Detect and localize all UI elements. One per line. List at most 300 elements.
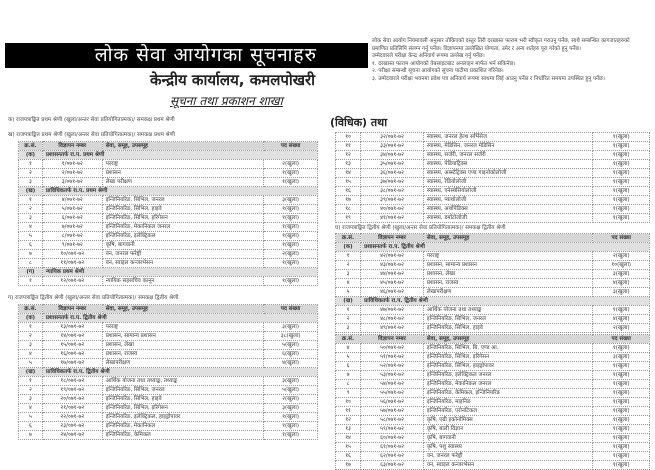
- cell-posts: १(खुला): [593, 187, 650, 196]
- left-column: [8, 116, 320, 440]
- cell-sn: ३: [336, 324, 361, 333]
- cell-adv: १३/०७१-७२: [42, 323, 102, 332]
- cell-service: इन्जिनियरिङ, केमिकल: [102, 431, 263, 440]
- cell-service: प्रशासन, राजस्व: [102, 350, 263, 359]
- cell-posts: ५(खुला): [264, 341, 318, 350]
- group-row: [19, 187, 318, 196]
- table-row: [336, 160, 650, 169]
- table-row: [336, 306, 650, 315]
- group-label: न्यायिक प्रथम श्रेणी: [42, 268, 317, 277]
- cell-posts: १(खुला): [264, 205, 318, 214]
- cell-service: इन्जिनियरिङ, सिभिल, हाइवे: [423, 324, 593, 333]
- cell-service: स्वास्थ्य, रेडियोलोजी: [423, 178, 593, 187]
- cell-posts: ३(खुला): [264, 377, 318, 386]
- cell-service: कृषि, बागवानी: [423, 434, 593, 443]
- table-row: [19, 422, 318, 431]
- cell-sn: ८: [336, 380, 361, 389]
- cell-sn: १: [19, 323, 43, 332]
- cell-service: परराष्ट्र: [102, 160, 263, 169]
- cell-service: लेखापरीक्षण: [423, 288, 593, 297]
- cell-posts: १(खुला): [593, 196, 650, 205]
- cell-service: इन्जिनियरिङ, मेकानिकल: [102, 422, 263, 431]
- table-row: [336, 362, 650, 371]
- branch-name: सूचना तथा प्रकाशन शाखा: [170, 94, 283, 108]
- group-code: (ख): [336, 297, 361, 306]
- cell-adv: २०/०७१-७२: [42, 395, 102, 404]
- cell-service: इन्जिनियरिङ, सिभिल, इरिगेसन: [102, 404, 263, 413]
- cell-sn: ७: [336, 371, 361, 380]
- table-row: [336, 407, 650, 416]
- table-row: [336, 288, 650, 297]
- cell-service: इन्जिनियरिङ, इलेक्ट्रिकल: [102, 232, 263, 241]
- cell-service: परराष्ट्र: [423, 252, 593, 261]
- cell-service: इन्जिनियरिङ, इलेक्ट्रिकल, हाइड्रोपावर: [102, 413, 263, 422]
- cell-service: आर्थिक योजना तथा तथ्याङ्क, तथ्याङ्क: [102, 377, 263, 386]
- table-row: [336, 279, 650, 288]
- cell-sn: १४: [336, 169, 361, 178]
- cell-service: इन्जिनियरिङ, सिभिल, हाइवे: [102, 395, 263, 404]
- table-row: [336, 270, 650, 279]
- cell-sn: १: [19, 196, 43, 205]
- cell-service: स्वास्थ्य, सर्जरी, जनरल सर्जरी: [423, 151, 593, 160]
- cell-service: लेखा परीक्षण: [102, 178, 263, 187]
- cell-sn: ६: [19, 422, 43, 431]
- cell-sn: १९: [336, 214, 361, 223]
- cell-sn: २: [19, 386, 43, 395]
- cell-sn: ११: [336, 142, 361, 151]
- group-row: [19, 368, 318, 377]
- table-header-row: [336, 234, 650, 243]
- cell-adv: ३३/०७१-७२: [361, 142, 424, 151]
- cell-service: वन, जनरल फरेष्ट्री: [423, 452, 593, 461]
- cell-sn: १: [19, 377, 43, 386]
- cell-service: इन्जिनियरिङ, एरोनटिकल: [423, 407, 593, 416]
- cell-adv: २४/०७१-७२: [42, 431, 102, 440]
- cell-sn: १३: [336, 160, 361, 169]
- cell-posts: १(खुला): [593, 306, 650, 315]
- cell-posts: ३(खुला): [593, 353, 650, 362]
- cell-sn: ३: [336, 270, 361, 279]
- cell-service: परराष्ट्र: [102, 323, 263, 332]
- table-row: [19, 341, 318, 350]
- cell-posts: ५(खुला): [264, 386, 318, 395]
- section-note: क) राजपत्राङ्कित प्रथम श्रेणी (खुला/अन्तर सेवा प्रतियोगितात्मक)/ समकक्ष प्रथम श्रेणी: [8, 117, 175, 123]
- table-row: [19, 241, 318, 250]
- cell-sn: १०: [336, 398, 361, 407]
- cell-service: स्वास्थ्य, अब्स्टेट्रिक्स एण्ड गाइनोकोलोजी: [423, 169, 593, 178]
- cell-posts: १(खुला): [593, 407, 650, 416]
- cell-posts: ३(खुला): [593, 270, 650, 279]
- vacancy-table-1: [18, 141, 318, 286]
- cell-adv: ५१/०७१-७२: [361, 353, 424, 362]
- cell-sn: १: [336, 306, 361, 315]
- cell-adv: ५४/०७१-७२: [361, 380, 424, 389]
- cell-sn: ५: [336, 288, 361, 297]
- table-row: [19, 323, 318, 332]
- cell-adv: ५२/०७१-७२: [361, 362, 424, 371]
- office-name: केन्द्रीय कार्यालय, कमलपोखरी: [150, 71, 316, 89]
- para-line: ३. उम्मेदवारले परीक्षा भवनमा प्रवेश पत्र अनिवार्य रूपमा साथमा लिई आउनु पर्नेछ र निर्धारित समयमा उपस्थित हुनु पर्नेछ।: [372, 75, 605, 82]
- cell-posts: ३(खुला): [264, 404, 318, 413]
- cell-posts: १०(खुला): [593, 261, 650, 270]
- cell-sn: ३: [19, 178, 43, 187]
- table-header-row: [19, 142, 318, 151]
- cell-posts: ४(खुला): [593, 279, 650, 288]
- table-row: [336, 443, 650, 452]
- table-row: [336, 252, 650, 261]
- cell-adv: ५/०७१-७२: [42, 205, 102, 214]
- table-row: [19, 277, 318, 286]
- table-row: [336, 178, 650, 187]
- cell-posts: १(खुला): [593, 443, 650, 452]
- group-row: [336, 243, 650, 252]
- table-row: [336, 434, 650, 443]
- cell-service: प्रशासन, लेखा: [102, 341, 263, 350]
- cell-posts: १(खुला): [593, 416, 650, 425]
- table-row: [19, 250, 318, 259]
- cell-service: प्रशासन, राजस्व: [423, 279, 593, 288]
- cell-posts: १(खुला): [264, 422, 318, 431]
- group-row: [19, 151, 318, 160]
- table-row: [336, 187, 650, 196]
- cell-posts: २(खुला): [264, 395, 318, 404]
- para-line: २. परीक्षा सम्बन्धी सूचना आयोगको सूचना पाटीमा प्रकाशित गरिनेछ।: [372, 68, 504, 74]
- cell-sn: ७: [19, 431, 43, 440]
- section-note: ख) राजपत्राङ्कित प्रथम श्रेणी (खुला/अन्तर सेवा प्रतियोगितात्मक)/ समकक्ष प्रथम श्रेणी: [8, 132, 175, 138]
- cell-service: इन्जिनियरिङ, इलेक्ट्रिकल जनरल: [423, 371, 593, 380]
- cell-sn: ४: [336, 279, 361, 288]
- cell-adv: ५९/०७१-७२: [361, 425, 424, 434]
- cell-adv: ३८/०७१-७२: [361, 187, 424, 196]
- cell-adv: ५७/०७१-७२: [361, 407, 424, 416]
- cell-adv: ४८/०७१-७२: [361, 315, 424, 324]
- table-row: [19, 196, 318, 205]
- cell-sn: २: [336, 261, 361, 270]
- table-row: [19, 169, 318, 178]
- table-row: [336, 133, 650, 142]
- cell-sn: १६: [336, 187, 361, 196]
- table-row: [19, 205, 318, 214]
- column-header-posts: पद संख्या: [593, 234, 650, 243]
- cell-posts: १(खुला): [593, 362, 650, 371]
- cell-adv: ६३/०७१-७२: [361, 461, 424, 470]
- cell-service: लेखापरीक्षण: [102, 359, 263, 368]
- cell-adv: ४३/०७१-७२: [361, 261, 424, 270]
- table-row: [336, 353, 650, 362]
- cell-adv: २/०७१-७२: [42, 169, 102, 178]
- cell-service: वन, स्वाइल कन्जरभेसन: [423, 461, 593, 470]
- cell-posts: २(खुला): [264, 160, 318, 169]
- table-row: [336, 398, 650, 407]
- cell-posts: १(खुला): [264, 232, 318, 241]
- cell-adv: १०/०७१-७२: [42, 250, 102, 259]
- group-row: [19, 314, 318, 323]
- table-row: [336, 214, 650, 223]
- column-header-adv: विज्ञापन नम्बर: [361, 234, 424, 243]
- table-row: [336, 380, 650, 389]
- cell-posts: १(खुला): [264, 431, 318, 440]
- table-row: [336, 315, 650, 324]
- section-note: घ) राजपत्राङ्कित द्वितीय श्रेणी (खुला/अन्तर सेवा प्रतियोगितात्मक)/ समकक्ष द्वितीय श्रेणी: [335, 225, 506, 231]
- cell-posts: १(खुला): [264, 178, 318, 187]
- cell-adv: ३६/०७१-७२: [361, 169, 424, 178]
- cell-posts: १(खुला): [593, 389, 650, 398]
- group-row: [336, 297, 650, 306]
- cell-service: इन्जिनियरिङ, माइनिङ: [423, 398, 593, 407]
- cell-adv: ४०/०७१-७२: [361, 205, 424, 214]
- cell-sn: २: [19, 332, 43, 341]
- cell-posts: १(खुला): [264, 169, 318, 178]
- cell-service: वन, जनरल फरेष्ट्री: [102, 250, 263, 259]
- cell-service: प्रशासन, सामान्य प्रशासन: [102, 332, 263, 341]
- cell-sn: १७: [336, 461, 361, 470]
- cell-sn: १३: [336, 425, 361, 434]
- cell-adv: ५६/०७१-७२: [361, 398, 424, 407]
- cell-sn: २: [19, 169, 43, 178]
- table-row: [19, 214, 318, 223]
- cell-sn: २: [336, 315, 361, 324]
- vacancy-table-4: [335, 233, 650, 333]
- table-row: [336, 205, 650, 214]
- cell-posts: १(खुला): [264, 413, 318, 422]
- cell-sn: १७: [336, 196, 361, 205]
- cell-posts: ३८(खुला): [264, 332, 318, 341]
- cell-sn: ४: [19, 404, 43, 413]
- cell-posts: १(खुला): [593, 178, 650, 187]
- cell-sn: १: [19, 277, 43, 286]
- cell-service: स्वास्थ्य, पेडियाट्रिक्स: [423, 160, 593, 169]
- cell-adv: ६२/०७१-७२: [361, 452, 424, 461]
- cell-adv: १४/०७१-७२: [42, 332, 102, 341]
- cell-posts: १(खुला): [593, 344, 650, 353]
- cell-sn: ७: [19, 250, 43, 259]
- table-row: [336, 461, 650, 470]
- group-code: (ग): [19, 268, 43, 277]
- cell-service: स्वास्थ्य, जनरल हेल्थ सर्भिसेज: [423, 133, 593, 142]
- cell-service: स्वास्थ्य, मेडिसिन, जनरल मेडिसिन: [423, 142, 593, 151]
- cell-service: इन्जिनियरिङ, केमिकल, इन्जिनियरिङ: [423, 389, 593, 398]
- table-header-row: [19, 305, 318, 314]
- cell-sn: १८: [336, 205, 361, 214]
- page-banner-title: लोक सेवा आयोगका सूचनाहरु: [5, 43, 325, 68]
- table-header-row: [336, 335, 650, 344]
- cell-service: इन्जिनियरिङ, सिभिल, बि. एण्ड आ.: [423, 344, 593, 353]
- cell-adv: २३/०७१-७२: [42, 422, 102, 431]
- cell-posts: १(खुला): [593, 169, 650, 178]
- cell-service: इन्जिनियरिङ, सिभिल, इरिगेसन: [102, 214, 263, 223]
- cell-adv: ९/०७१-७२: [42, 241, 102, 250]
- cell-sn: ४: [19, 350, 43, 359]
- column-header-posts: पद संख्या: [264, 142, 318, 151]
- cell-sn: ६: [19, 241, 43, 250]
- column-header-posts: पद संख्या: [593, 335, 650, 344]
- cell-adv: २२/०७१-७२: [42, 413, 102, 422]
- column-header-service: सेवा, समूह, उपसमूह: [102, 305, 263, 314]
- cell-adv: ५०/०७१-७२: [361, 344, 424, 353]
- cell-adv: ५३/०७१-७२: [361, 371, 424, 380]
- cell-sn: ५: [19, 232, 43, 241]
- section-note: ग) राजपत्राङ्कित द्वितीय श्रेणी (खुला/अन्तर सेवा प्रतियोगितात्मक)/ समकक्ष द्वितीय श्रेणी: [8, 295, 179, 301]
- cell-adv: २१/०७१-७२: [42, 404, 102, 413]
- cell-adv: १९/०७१-७२: [42, 386, 102, 395]
- cell-service: कृषि, बाली विज्ञान: [423, 425, 593, 434]
- cell-service: स्वास्थ्य, डर्माटोलोजी: [423, 214, 593, 223]
- cell-sn: ३: [19, 395, 43, 404]
- cell-posts: ३(खुला): [593, 288, 650, 297]
- cell-sn: १५: [336, 443, 361, 452]
- group-label: प्रशासनतर्फ रा.प. प्रथम श्रेणी: [42, 151, 317, 160]
- cell-adv: ६०/०७१-७२: [361, 434, 424, 443]
- para-line: प्रमाणित प्रतिलिपि संलग्न गर्नु पर्नेछ। विज्ञापनमा उल्लेखित योग्यता, उमेर र अन्य शर्तहरु पूरा गरेको हुनु पर्नेछ।: [372, 45, 582, 52]
- cell-adv: ४४/०७१-७२: [361, 270, 424, 279]
- cell-service: इन्जिनियरिङ, सिभिल, जनरल: [102, 386, 263, 395]
- cell-sn: १४: [336, 434, 361, 443]
- table-row: [19, 404, 318, 413]
- cell-posts: १(खुला): [264, 241, 318, 250]
- cell-adv: ८/०७१-७२: [42, 232, 102, 241]
- cell-adv: ४९/०७१-७२: [361, 324, 424, 333]
- table-row: [19, 259, 318, 268]
- table-row: [336, 416, 650, 425]
- cell-adv: ६/०७१-७२: [42, 214, 102, 223]
- cell-adv: ४६/०७१-७२: [361, 288, 424, 297]
- black-block: [325, 43, 368, 68]
- cell-adv: ४/०७१-७२: [42, 196, 102, 205]
- para-line: लोक सेवा आयोग नियमावली अनुसार तोकिएको दस्तुर तिरी दरखास्त फाराम भरी स्वीकृत गराउनु पर्नेछ, साथै सम्बन्धित कागजातहरुको: [372, 38, 630, 44]
- cell-posts: १(खुला): [593, 380, 650, 389]
- cell-sn: २: [19, 205, 43, 214]
- group-code: (क): [19, 314, 43, 323]
- cell-sn: १: [19, 160, 43, 169]
- group-code: (क): [19, 151, 43, 160]
- cell-posts: १(खुला): [593, 452, 650, 461]
- cell-sn: ६: [336, 362, 361, 371]
- cell-posts: ४(खुला): [264, 359, 318, 368]
- cell-posts: ६(खुला): [264, 350, 318, 359]
- table-row: [19, 332, 318, 341]
- cell-service: स्वास्थ्य, अर्थोपेडिक्स: [423, 205, 593, 214]
- para-line: १. दरखास्त फाराम आयोगको वेबसाइटबाट अनलाइन मार्फत भर्न सकिनेछ।: [372, 60, 516, 67]
- cell-sn: ४: [336, 344, 361, 353]
- cell-posts: २(खुला): [593, 324, 650, 333]
- cell-adv: १७/०७१-७२: [42, 359, 102, 368]
- cell-posts: १(खुला): [264, 259, 318, 268]
- cell-posts: ३(खुला): [264, 196, 318, 205]
- cell-posts: १(खुला): [593, 398, 650, 407]
- cell-adv: ३५/०७१-७२: [361, 160, 424, 169]
- cell-adv: १८/०७१-७२: [42, 377, 102, 386]
- cell-adv: ३७/०७१-७२: [361, 178, 424, 187]
- cell-service: इन्जिनियरिङ, सिभिल, जनरल: [102, 196, 263, 205]
- cell-adv: ४७/०७१-७२: [361, 306, 424, 315]
- cell-service: स्वास्थ्य, एनेस्थेसियोलोजी: [423, 187, 593, 196]
- cell-posts: १(खुला): [593, 371, 650, 380]
- instructions-paragraph: [372, 38, 650, 83]
- table-row: [336, 425, 650, 434]
- cell-service: प्रशासन, लेखा: [423, 270, 593, 279]
- table-row: [336, 452, 650, 461]
- column-header-adv: विज्ञापन नम्बर: [42, 142, 102, 151]
- cell-service: इन्जिनियरिङ, सिभिल, हाइवे: [102, 205, 263, 214]
- cell-adv: ३/०७१-७२: [42, 178, 102, 187]
- table-row: [336, 142, 650, 151]
- table-row: [336, 344, 650, 353]
- column-header-service: सेवा, समूह, उपसमूह: [423, 335, 593, 344]
- column-header-sn: क्र.सं.: [336, 234, 361, 243]
- para-line: उम्मेदवारले परीक्षा केन्द्र अनिवार्य रूपमा उल्लेख गर्नु पर्नेछ।: [372, 53, 485, 59]
- cell-sn: १: [336, 252, 361, 261]
- cell-service: कृषि, एग्री इकोनोमिक्स: [423, 416, 593, 425]
- column-header-service: सेवा, समूह, उपसमूह: [423, 234, 593, 243]
- cell-adv: १५/०७१-७२: [42, 341, 102, 350]
- group-label: प्रशासनतर्फ रा.प. द्वितीय श्रेणी: [361, 243, 650, 252]
- vacancy-table-5: [335, 334, 650, 470]
- cell-adv: १/०७१-७२: [42, 160, 102, 169]
- column-header-sn: क्र.सं.: [19, 305, 43, 314]
- cell-posts: २(खुला): [264, 250, 318, 259]
- cell-adv: ६१/०७१-७२: [361, 443, 424, 452]
- table-row: [19, 178, 318, 187]
- cell-sn: ३: [19, 341, 43, 350]
- group-label: प्रशासनतर्फ रा.प. द्वितीय श्रेणी: [42, 314, 317, 323]
- cell-sn: ३: [19, 214, 43, 223]
- table-row: [336, 371, 650, 380]
- cell-service: कृषि, बागवानी: [102, 241, 263, 250]
- column-header-sn: क्र.सं.: [19, 142, 43, 151]
- cell-adv: ४१/०७१-७२: [361, 214, 424, 223]
- table-row: [19, 395, 318, 404]
- cell-sn: १०: [336, 133, 361, 142]
- cell-posts: १(खुला): [593, 214, 650, 223]
- cell-sn: ११: [336, 407, 361, 416]
- cell-adv: ३९/०७१-७२: [361, 196, 424, 205]
- cell-sn: ९: [336, 389, 361, 398]
- column-header-posts: पद संख्या: [264, 305, 318, 314]
- cell-sn: ८: [19, 259, 43, 268]
- cell-sn: १२: [336, 151, 361, 160]
- cell-adv: ७/०७१-७२: [42, 223, 102, 232]
- group-label: प्राविधिकतर्फ रा.प. द्वितीय श्रेणी: [42, 368, 317, 377]
- table-row: [336, 169, 650, 178]
- table-row: [19, 232, 318, 241]
- cell-adv: ११/०७१-७२: [42, 259, 102, 268]
- cell-adv: ३२/०७१-७२: [361, 133, 424, 142]
- table-row: [19, 431, 318, 440]
- cell-service: आर्थिक योजना तथा तथ्याङ्क: [423, 306, 593, 315]
- cell-posts: १(खुला): [264, 277, 318, 286]
- cell-sn: ५: [19, 359, 43, 368]
- cell-service: प्रशासन, सामान्य प्रशासन: [423, 261, 593, 270]
- group-code: (ख): [19, 187, 43, 196]
- cell-adv: १२/०७१-७२: [42, 277, 102, 286]
- cell-sn: ४: [19, 223, 43, 232]
- table-row: [336, 261, 650, 270]
- cell-adv: ४२/०७१-७२: [361, 252, 424, 261]
- group-code: (ख): [19, 368, 43, 377]
- cell-service: इन्जिनियरिङ, मेकानिकल जनरल: [423, 380, 593, 389]
- group-label: प्राविधिकतर्फ रा.प. द्वितीय श्रेणी: [361, 297, 650, 306]
- cell-posts: २(खुला): [593, 252, 650, 261]
- cell-adv: ५८/०७१-७२: [361, 416, 424, 425]
- cell-adv: ३४/०७१-७२: [361, 151, 424, 160]
- table-row: [19, 160, 318, 169]
- group-row: [19, 268, 318, 277]
- table-row: [19, 350, 318, 359]
- cell-adv: १६/०७१-७२: [42, 350, 102, 359]
- cell-sn: ५: [336, 353, 361, 362]
- vacancy-table-3: [335, 132, 650, 223]
- table-row: [19, 386, 318, 395]
